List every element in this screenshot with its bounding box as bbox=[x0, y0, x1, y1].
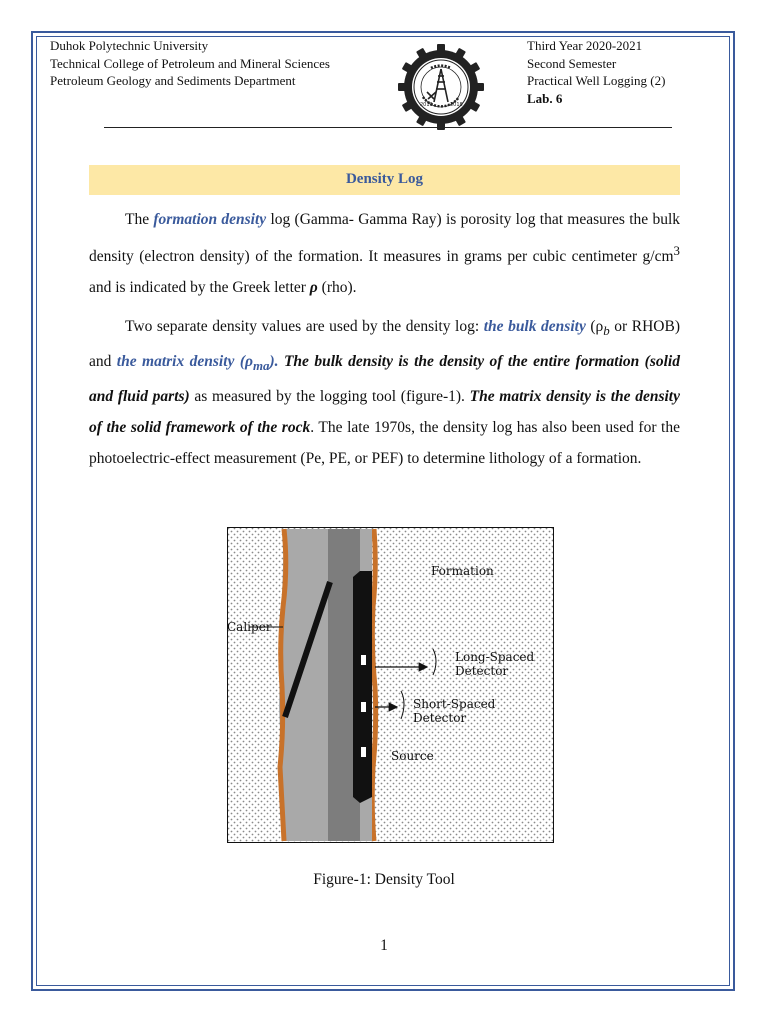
lab-number: Lab. 6 bbox=[527, 90, 563, 106]
header-institution bbox=[50, 37, 330, 90]
seal-year-left: 2010 bbox=[420, 102, 433, 108]
page-title: Density Log bbox=[345, 171, 424, 187]
university-name: Duhok Polytechnic University bbox=[50, 38, 209, 53]
label-long-detector: Detector bbox=[455, 664, 509, 678]
matrix-density-definition: The matrix density is the density of the solid framework of the rock bbox=[89, 388, 680, 437]
short-spaced-detector-window bbox=[361, 702, 366, 712]
label-caliper: Caliper bbox=[227, 620, 272, 634]
page-number: 1 bbox=[380, 937, 388, 954]
paragraph-density-values: Two separate density values are used by the density log: the bulk density ($\rho_b$ or RHOB) and the matrix density $(\rho_{ma})$. The bulk density is the density of the entire formation (solid and fluid parts) as measured by the logging tool (figure-1). The matrix density is the density of the solid framework of the rock. The late 1970s, the density log has also been used for the photoelectric-effect measurement (Pe, PE, or PEF) to determine lithology of a formation. bbox=[89, 318, 680, 468]
label-long-spaced: Long-Spaced bbox=[455, 650, 535, 664]
rho-symbol: ρ bbox=[309, 279, 318, 297]
paragraph-intro: The formation density log (Gamma- Gamma Ray) is porosity log that measures the bulk density (electron density) of the formation. It measures in grams per cubic centimeter $g/cm^3$ and is indicated by the Greek letter ρ (rho). bbox=[89, 211, 681, 297]
seal-year-right: 2018 bbox=[450, 102, 463, 108]
term-formation-density: formation density bbox=[153, 211, 267, 228]
label-short-spaced: Short-Spaced bbox=[413, 697, 496, 711]
semester: Second Semester bbox=[527, 55, 617, 71]
header-divider bbox=[104, 127, 672, 128]
course-name: Practical Well Logging (2) bbox=[527, 73, 666, 88]
density-skid-pad bbox=[353, 571, 372, 803]
source-window bbox=[361, 747, 366, 757]
label-short-detector: Detector bbox=[413, 711, 467, 725]
department-name: Petroleum Geology and Sediments Department bbox=[50, 73, 296, 88]
long-spaced-detector-window bbox=[361, 655, 366, 665]
academic-year: Third Year 2020-2021 bbox=[527, 38, 643, 53]
formation-area bbox=[227, 527, 554, 843]
term-matrix-density: the matrix density $(\rho_{ma})$. bbox=[116, 353, 279, 374]
bulk-density-definition: The bulk density is the density of the entire formation (solid and fluid parts) bbox=[89, 353, 680, 406]
college-name: Technical College of Petroleum and Mineral Sciences bbox=[50, 55, 330, 71]
figure-caption: Figure-1: Density Tool bbox=[313, 871, 455, 888]
density-tool-figure bbox=[227, 527, 554, 843]
header-course-info bbox=[527, 37, 665, 107]
label-formation: Formation bbox=[431, 564, 494, 578]
label-source: Source bbox=[391, 749, 434, 763]
title-banner bbox=[89, 165, 680, 195]
term-bulk-density: the bulk density bbox=[483, 318, 586, 335]
college-seal-logo bbox=[398, 44, 484, 130]
